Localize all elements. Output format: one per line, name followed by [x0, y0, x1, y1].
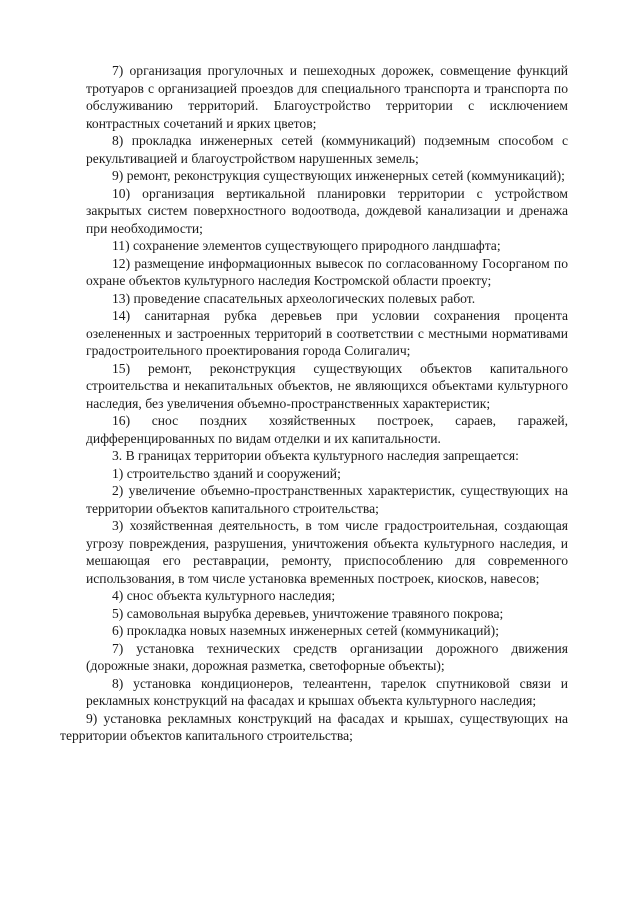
paragraph-item-12: 12) размещение информационных вывесок по согласованному Госорганом по охране объектов культурного наследия Костромской области проекту; — [86, 255, 568, 288]
paragraph-item-14: 14) санитарная рубка деревьев при условии сохранения процента озелененных и застроенных территорий в соответствии с местными нормативами градостроительного проектирования города Солигалич; — [86, 308, 568, 358]
prohibition-item-1: 1) строительство зданий и сооружений; — [112, 465, 341, 481]
prohibition-item-4: 4) снос объекта культурного наследия; — [112, 588, 336, 603]
section-3-heading: 3. В границах территории объекта культурного наследия запрещается: — [112, 448, 519, 463]
prohibition-item-9: 9) установка рекламных конструкций на фасадах и крышах, существующих на территории объектов капитального строительства; — [60, 710, 568, 743]
prohibition-item-5: 5) самовольная вырубка деревьев, уничтожение травяного покрова; — [112, 605, 504, 621]
prohibition-item-8: 8) установка кондиционеров, телеантенн, тарелок спутниковой связи и рекламных конструкций на фасадах и крышах объекта культурного наследия; — [86, 675, 568, 708]
paragraph-item-7: 7) организация прогулочных и пешеходных дорожек, совмещение функций тротуаров с организацией проездов для специального транспорта и транспорта по обслуживанию территорий. Благоустройство территории с исключением контрастных сочетаний и ярких цветов; — [86, 63, 568, 131]
paragraph-item-16: 16) снос поздних хозяйственных построек, сараев, гаражей, дифференцированных по видам отделки и их капитальности. — [86, 413, 568, 446]
document-body — [60, 62, 568, 745]
paragraph-item-9: 9) ремонт, реконструкция существующих инженерных сетей (коммуникаций); — [112, 168, 565, 183]
prohibition-item-6: 6) прокладка новых наземных инженерных сетей (коммуникаций); — [112, 623, 499, 638]
paragraph-item-13: 13) проведение спасательных археологических полевых работ. — [112, 290, 476, 306]
prohibition-item-3: 3) хозяйственная деятельность, в том числе градостроительная, создающая угрозу повреждения, разрушения, уничтожения объекта культурного наследия, и мешающая его реставрации, ремонту, приспособлению для современного использования, в том числе установка временных построек, киосков, навесов; — [86, 518, 568, 586]
paragraph-item-15: 15) ремонт, реконструкция существующих объектов капитального строительства и некапитальных объектов, не являющихся объектами культурного наследия, без увеличения объемно-пространственных характеристик; — [86, 360, 568, 411]
prohibition-item-7: 7) установка технических средств организации дорожного движения (дорожные знаки, дорожная разметка, светофорные объекты); — [86, 640, 568, 673]
paragraph-item-10: 10) организация вертикальной планировки территории с устройством закрытых систем поверхностного водоотвода, дождевой канализации и дренажа при необходимости; — [86, 185, 568, 236]
paragraph-item-8: 8) прокладка инженерных сетей (коммуникаций) подземным способом с рекультивацией и благоустройством нарушенных земель; — [86, 133, 568, 166]
paragraph-item-11: 11) сохранение элементов существующего природного ландшафта; — [112, 238, 501, 253]
prohibition-item-2: 2) увеличение объемно-пространственных характеристик, существующих на территории объектов капитального строительства; — [86, 483, 568, 516]
